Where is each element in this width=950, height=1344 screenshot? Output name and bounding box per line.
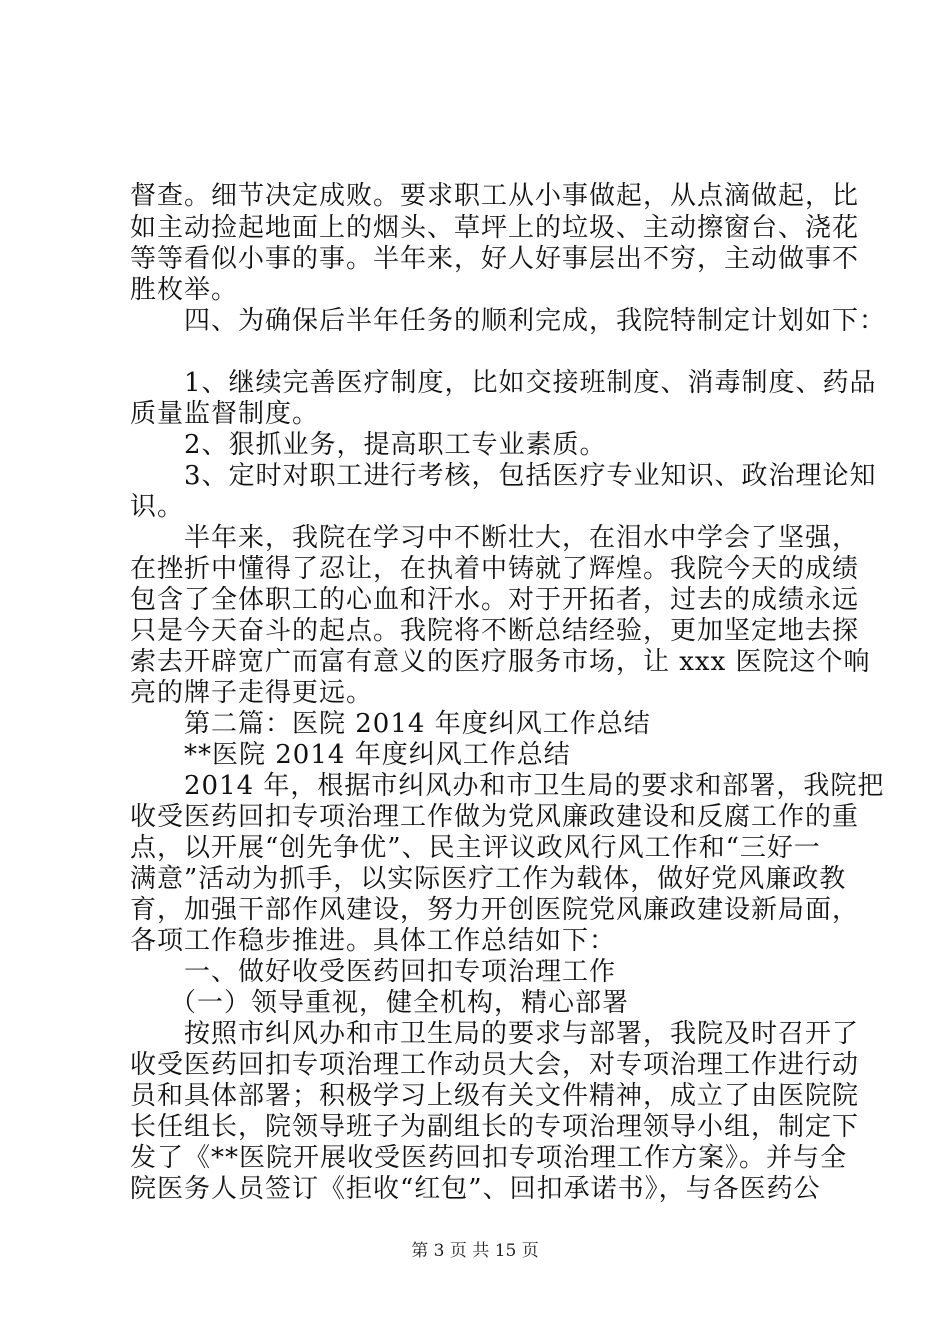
text-line: 索去开辟宽广而富有意义的医疗服务市场，让 xxx 医院这个响 xyxy=(130,647,871,677)
section-heading: 四、为确保后半年任务的顺利完成，我院特制定计划如下： xyxy=(184,306,887,336)
list-item: 2、狠抓业务，提高职工专业素质。 xyxy=(184,430,607,460)
text-line: 包含了全体职工的心血和汗水。对于开拓者，过去的成绩永远 xyxy=(130,585,860,615)
text-line: 质量监督制度。 xyxy=(130,399,320,429)
text-line: 发了《**医院开展收受医药回扣专项治理工作方案》。并与全 xyxy=(130,1143,848,1173)
text-line: 收受医药回扣专项治理工作动员大会，对专项治理工作进行动 xyxy=(130,1050,860,1080)
text-line: 只是今天奋斗的起点。我院将不断总结经验，更加坚定地去探 xyxy=(130,616,860,646)
list-item: 3、定时对职工进行考核，包括医疗专业知识、政治理论知 xyxy=(184,461,877,491)
text-line: 等等看似小事的事。半年来，好人好事层出不穷，主动做事不 xyxy=(130,244,860,274)
text-line: 满意”活动为抓手，以实际医疗工作为载体，做好党风廉政教 xyxy=(130,864,847,894)
page-number: 第 3 页 共 15 页 xyxy=(411,1241,539,1261)
text-line: 点，以开展“创先争优”、民主评议政风行风工作和“三好一 xyxy=(130,833,821,863)
text-line: 在挫折中懂得了忍让，在执着中铸就了辉煌。我院今天的成绩 xyxy=(130,554,860,584)
document-title: **医院 2014 年度纠风工作总结 xyxy=(184,740,571,770)
text-line: 识。 xyxy=(130,492,185,522)
text-line: 督查。细节决定成败。要求职工从小事做起，从点滴做起，比 xyxy=(130,181,860,211)
text-line: 各项工作稳步推进。具体工作总结如下： xyxy=(130,926,617,956)
text-line: 胜枚举。 xyxy=(130,275,239,305)
text-line: 长任组长，院领导班子为副组长的专项治理领导小组，制定下 xyxy=(130,1112,860,1142)
list-item: 1、继续完善医疗制度，比如交接班制度、消毒制度、药品 xyxy=(184,368,877,398)
text-line: 收受医药回扣专项治理工作做为党风廉政建设和反腐工作的重 xyxy=(130,802,860,832)
subsection-heading: （一）领导重视，健全机构，精心部署 xyxy=(170,988,630,1018)
section-heading: 一、做好收受医药回扣专项治理工作 xyxy=(184,957,617,987)
paragraph-start: 2014 年，根据市纠风办和市卫生局的要求和部署，我院把 xyxy=(184,771,885,801)
chapter-title: 第二篇：医院 2014 年度纠风工作总结 xyxy=(184,709,651,739)
text-line: 育，加强干部作风建设，努力开创医院党风廉政建设新局面， xyxy=(130,895,860,925)
text-line: 亮的牌子走得更远。 xyxy=(130,678,374,708)
paragraph-start: 按照市纠风办和市卫生局的要求与部署，我院及时召开了 xyxy=(184,1019,860,1049)
text-line: 员和具体部署；积极学习上级有关文件精神，成立了由医院院 xyxy=(130,1081,860,1111)
text-line: 院医务人员签订《拒收“红包”、回扣承诺书》，与各医药公 xyxy=(130,1174,821,1204)
paragraph-start: 半年来，我院在学习中不断壮大，在泪水中学会了坚强， xyxy=(184,523,860,553)
text-line: 如主动捡起地面上的烟头、草坪上的垃圾、主动擦窗台、浇花 xyxy=(130,213,860,243)
